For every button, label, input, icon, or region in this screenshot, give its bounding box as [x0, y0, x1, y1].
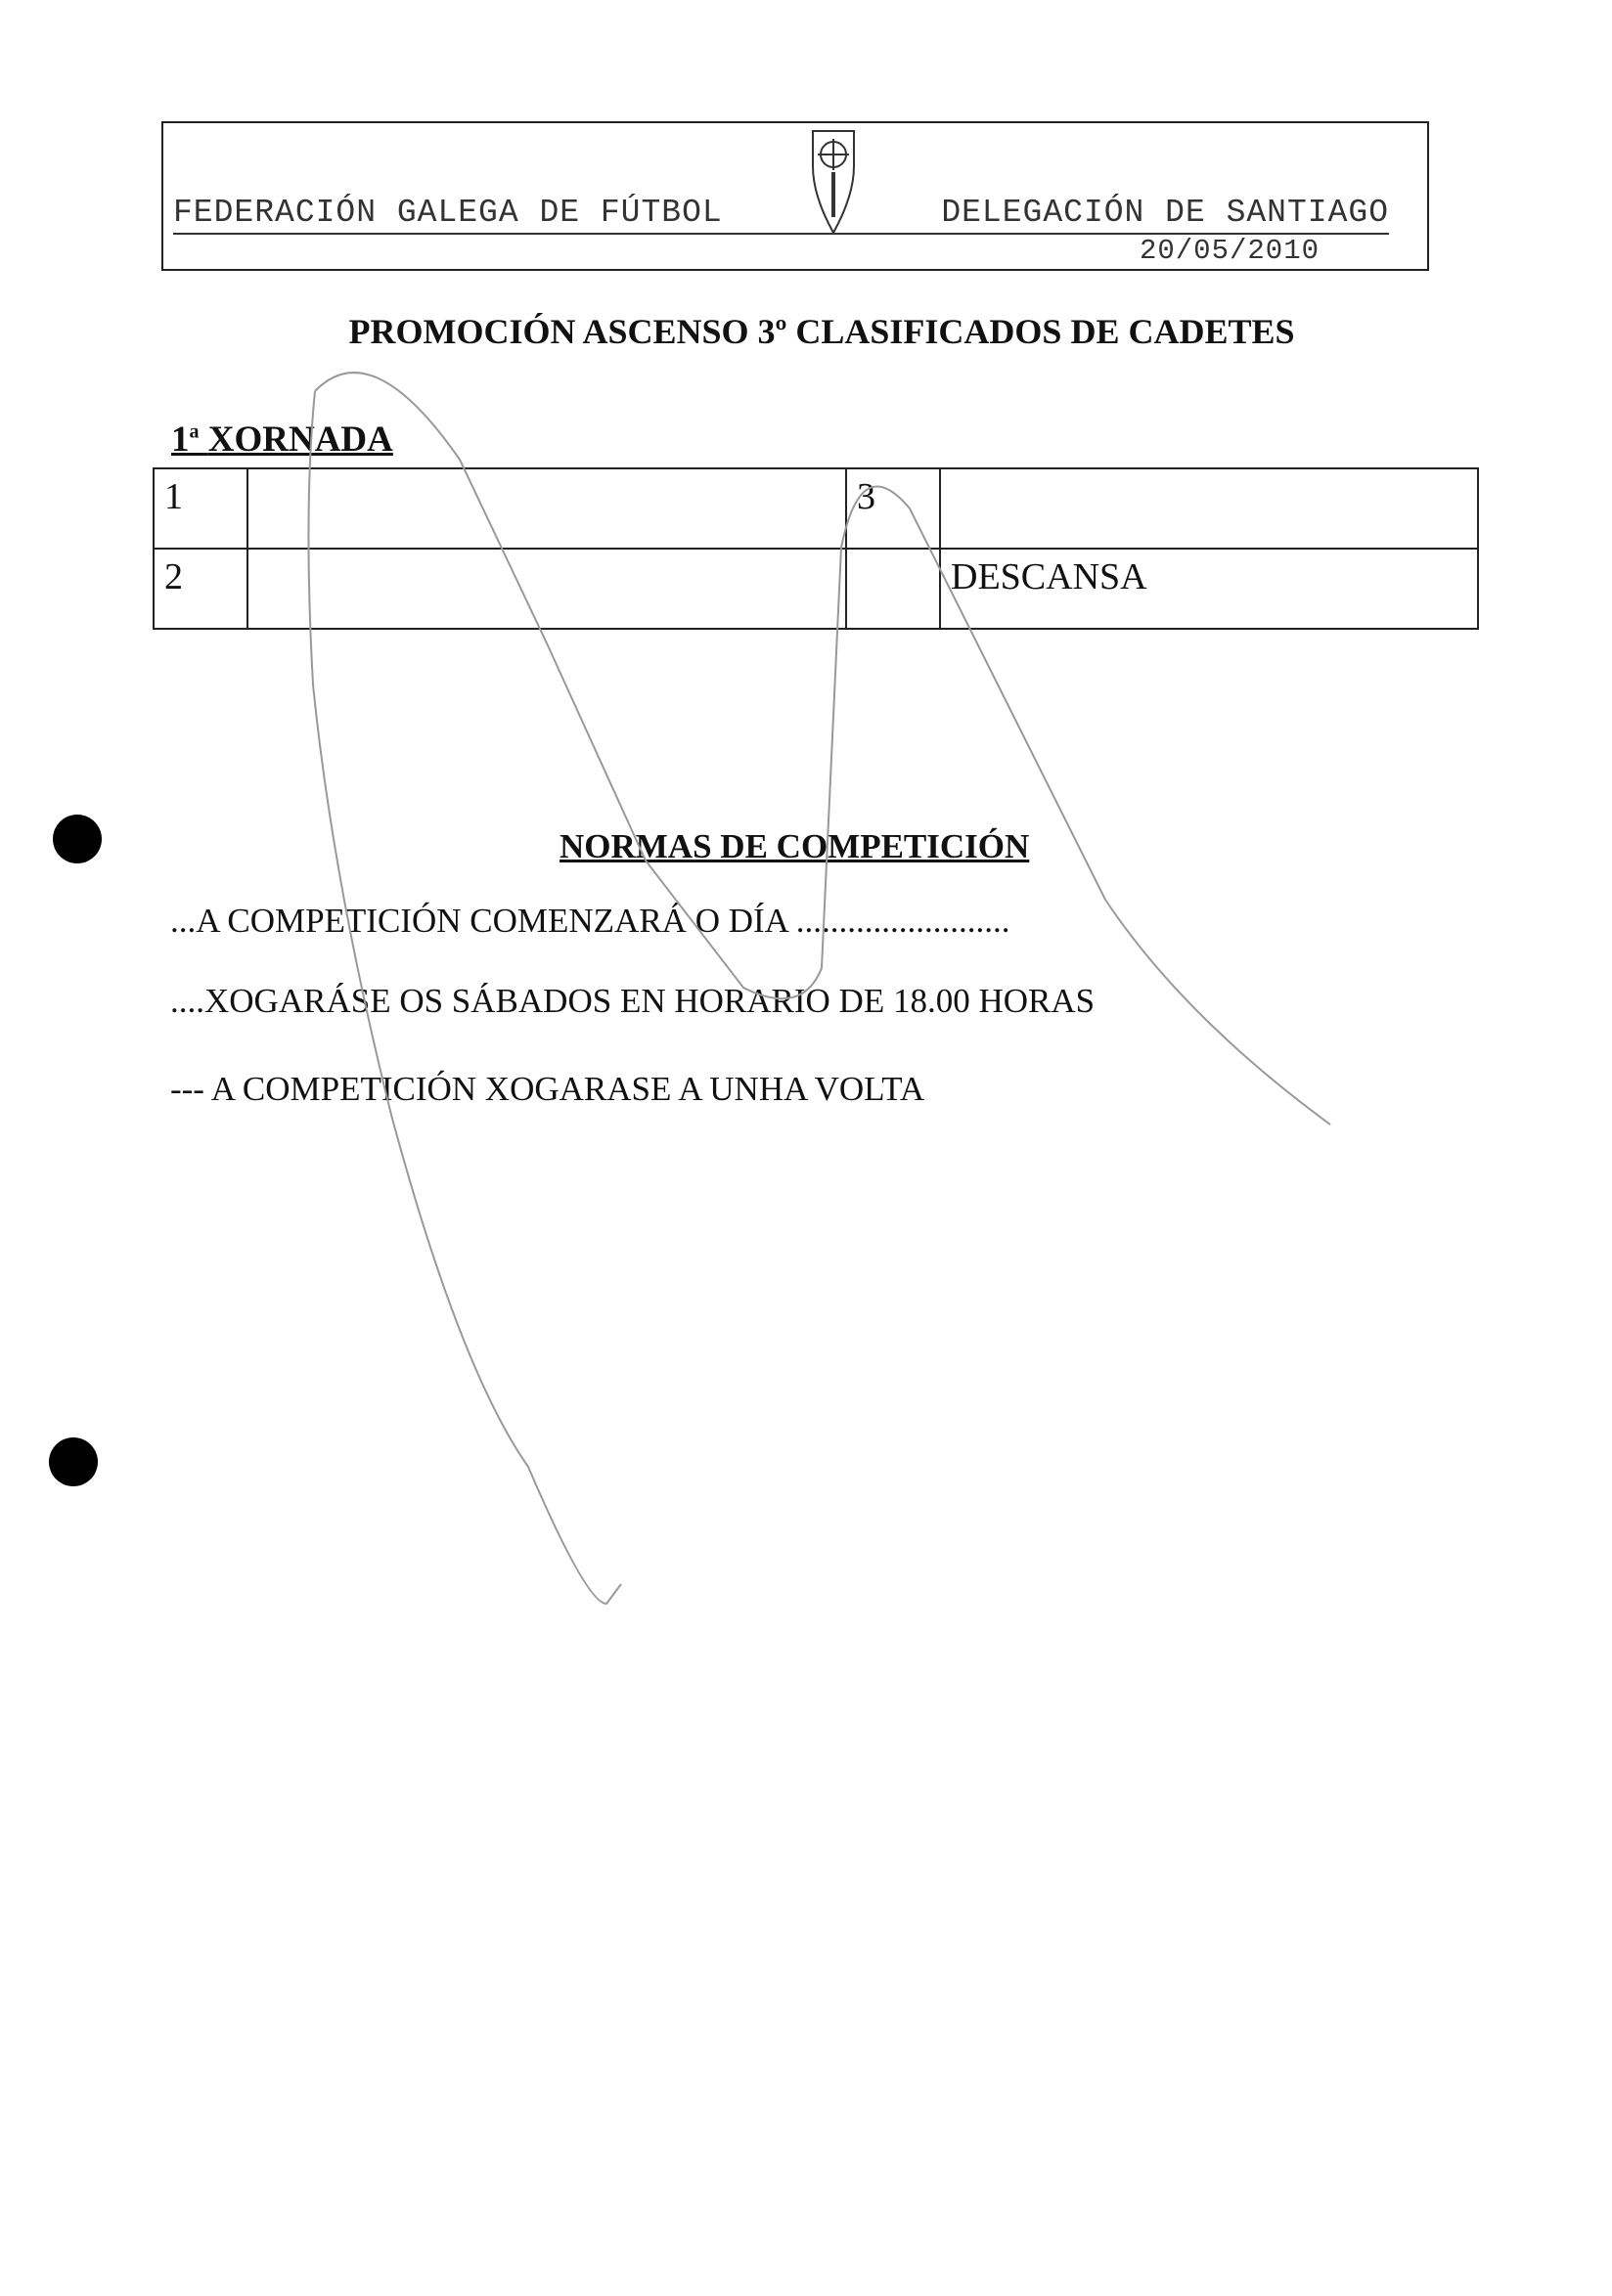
punch-hole	[49, 1437, 98, 1486]
document-date: 20/05/2010	[1139, 235, 1320, 267]
federation-name: FEDERACIÓN GALEGA DE FÚTBOL	[173, 194, 973, 235]
round-ordinal: 1	[171, 419, 190, 460]
rule-line: ...A COMPETICIÓN COMENZARÁ O DÍA .........................	[170, 902, 1010, 940]
team-cell: DESCANSA	[940, 549, 1478, 629]
team-cell	[247, 549, 846, 629]
punch-hole	[53, 815, 102, 863]
round-ordinal-suffix: a	[189, 420, 200, 443]
team-cell	[940, 468, 1478, 549]
document-title: PROMOCIÓN ASCENSO 3º CLASIFICADOS DE CADETES	[348, 312, 1295, 351]
rule-line: --- A COMPETICIÓN XOGARASE A UNHA VOLTA	[170, 1070, 925, 1108]
fixture-number: 1	[154, 468, 247, 549]
table-row	[154, 468, 1478, 549]
fixture-number: 3	[846, 468, 940, 549]
round-heading	[171, 419, 393, 461]
team-cell	[247, 468, 846, 549]
rules-heading: NORMAS DE COMPETICIÓN	[560, 827, 1030, 865]
fixture-number: 2	[154, 549, 247, 629]
fixtures-table	[153, 467, 1479, 630]
rule-line: ....XOGARÁSE OS SÁBADOS EN HORARIO DE 18.00 HORAS	[170, 982, 1096, 1020]
delegation-name: DELEGACIÓN DE SANTIAGO	[861, 194, 1389, 235]
round-label: XORNADA	[207, 419, 393, 460]
letterhead	[161, 121, 1429, 271]
fixture-number	[846, 549, 940, 629]
table-row	[154, 549, 1478, 629]
shield-crest-icon	[807, 127, 860, 237]
